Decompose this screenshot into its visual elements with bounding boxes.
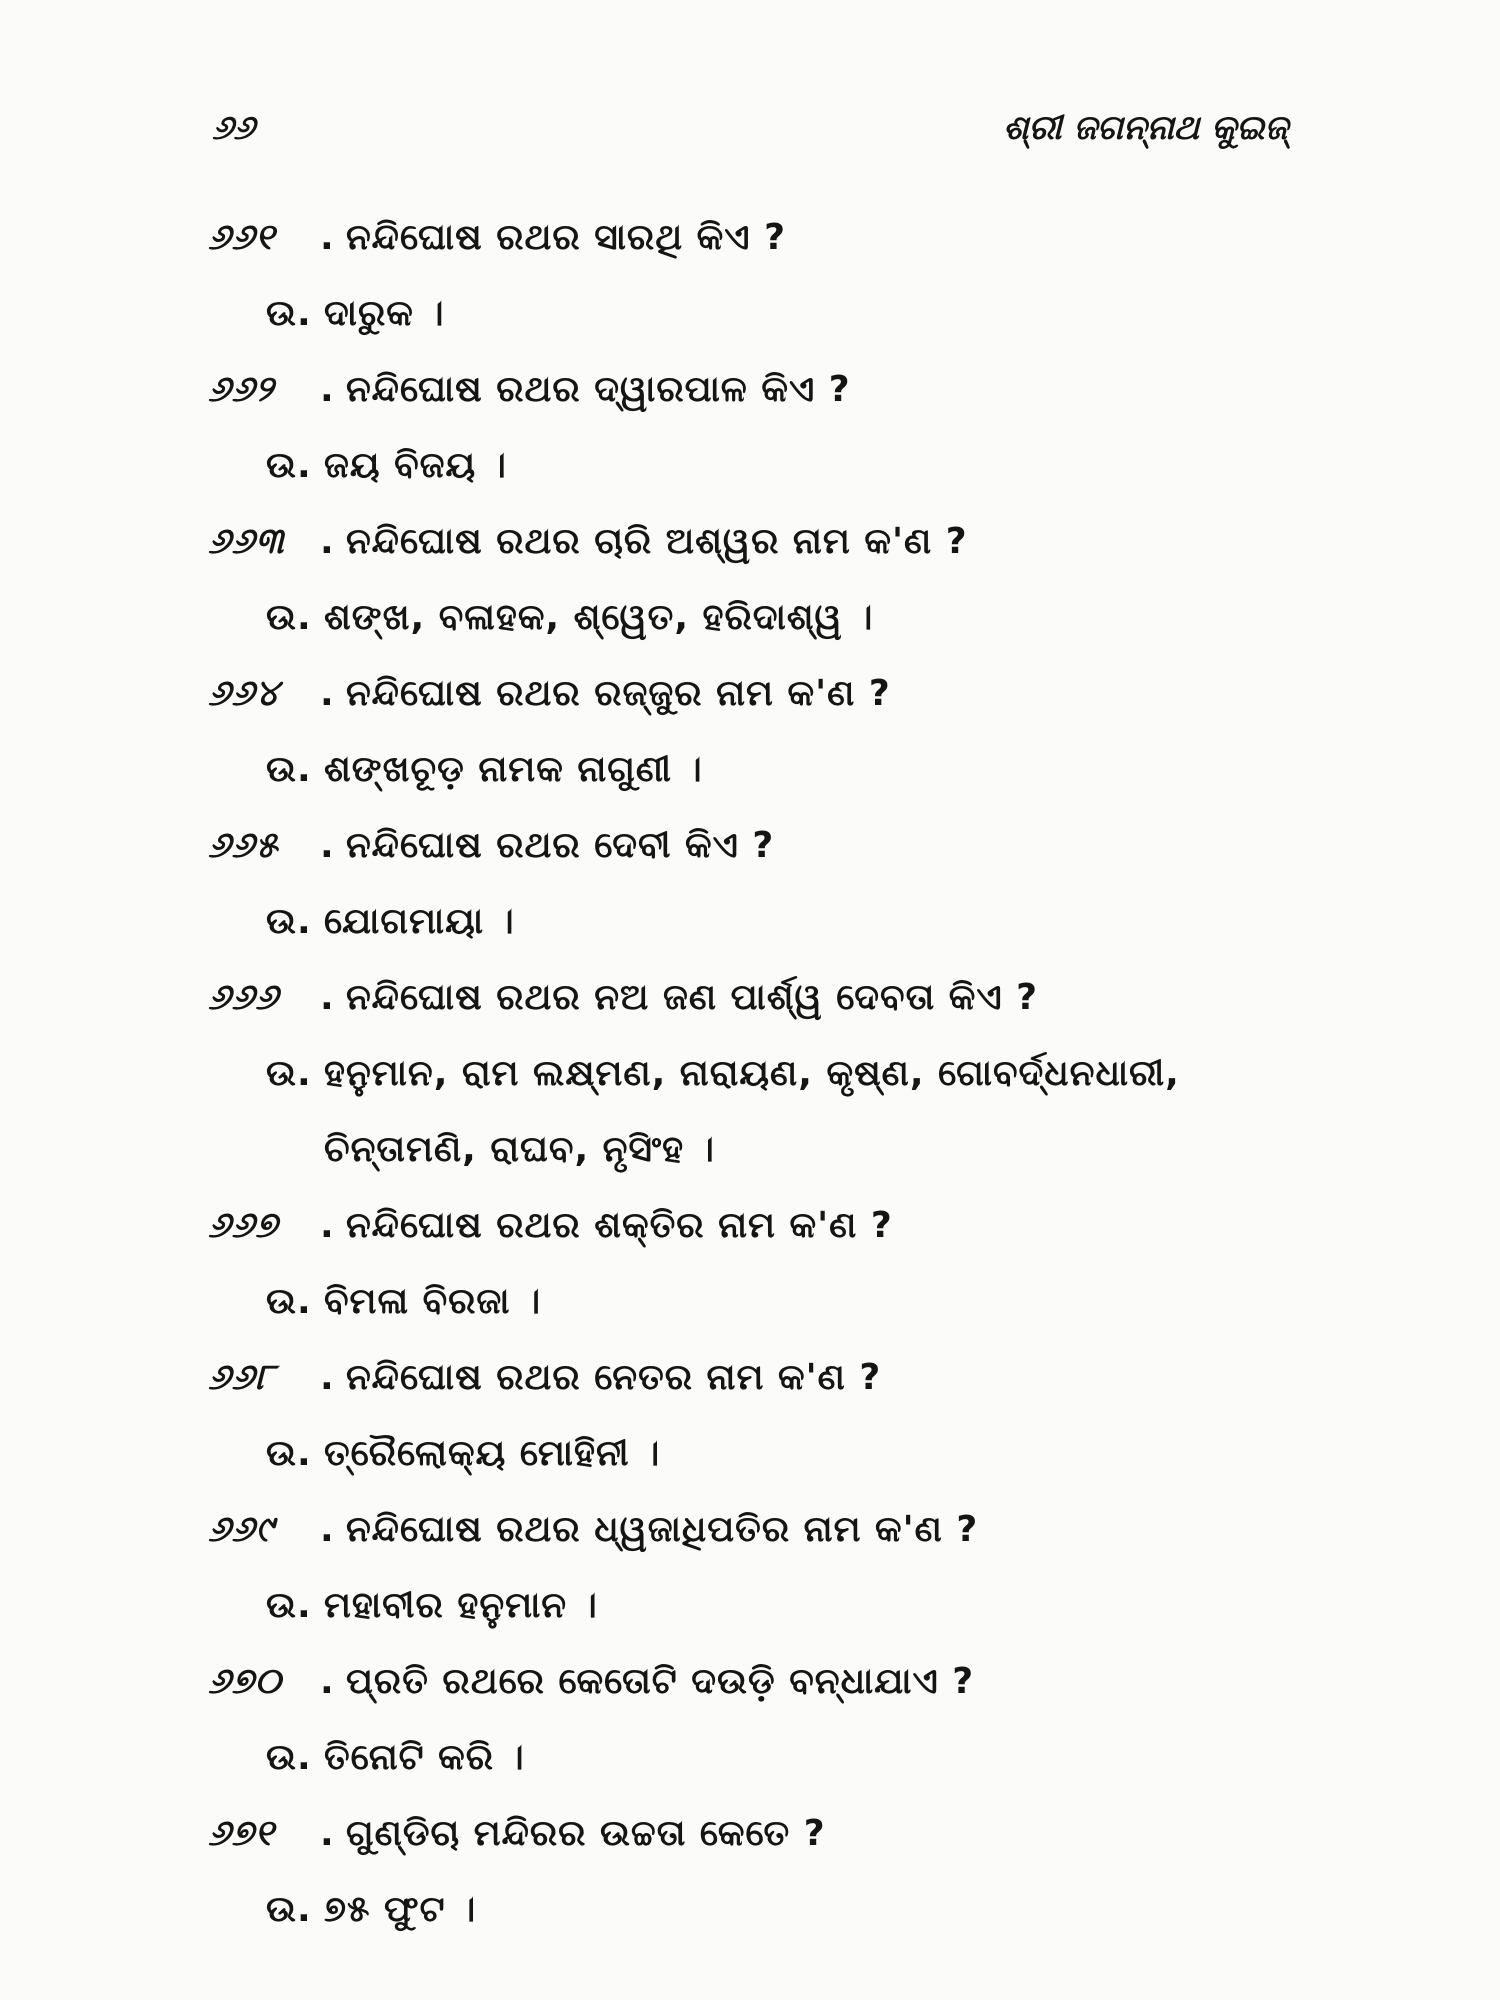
qa-item (208, 1644, 1308, 1796)
question: ୬୬୧ . ନନ୍ଦିଘୋଷ ରଥର ସାରଥି କିଏ ? (208, 200, 1308, 276)
qa-item (208, 960, 1308, 1188)
answer-text: ଜୟ ବିଜୟ । (324, 445, 507, 486)
answer-text: ଶଙ୍ଖ, ବଳାହକ, ଶ୍ୱେତ, ହରିଦାଶ୍ୱ । (324, 597, 874, 638)
answer-prefix: ଉ. (266, 749, 312, 790)
answer-prefix: ଉ. (266, 597, 312, 638)
answer (208, 1264, 1308, 1340)
answer (208, 580, 1308, 656)
qa-item (208, 1340, 1308, 1492)
qa-item (208, 352, 1308, 504)
question: ୬୬୪ . ନନ୍ଦିଘୋଷ ରଥର ରଜ୍ଜୁର ନାମ କ'ଣ ? (208, 656, 1308, 732)
page-number: ୬୬ (212, 108, 255, 148)
page-header (212, 108, 1288, 168)
question-text: ନନ୍ଦିଘୋଷ ରଥର ଦ୍ୱାରପାଳ କିଏ ? (346, 369, 851, 410)
answer-prefix: ଉ. (266, 1053, 312, 1094)
answer-text: ଶଙ୍ଖଚୂଡ଼ ନାମକ ନାଗୁଣୀ । (324, 749, 703, 790)
answer (208, 276, 1308, 352)
question-text: ନନ୍ଦିଘୋଷ ରଥର ଦେବୀ କିଏ ? (346, 825, 775, 866)
qa-item (208, 200, 1308, 352)
answer-prefix: ଉ. (266, 445, 312, 486)
qa-list (208, 200, 1308, 1948)
answer (208, 1568, 1308, 1644)
question: ୬୬୨ . ନନ୍ଦିଘୋଷ ରଥର ଦ୍ୱାରପାଳ କିଏ ? (208, 352, 1308, 428)
answer-prefix: ଉ. (266, 1433, 312, 1474)
question: ୬୬୭ . ନନ୍ଦିଘୋଷ ରଥର ଶକ୍ତିର ନାମ କ'ଣ ? (208, 1188, 1308, 1264)
answer (208, 732, 1308, 808)
qa-item (208, 504, 1308, 656)
question-number: ୬୭୦ (208, 1661, 282, 1702)
qa-item (208, 656, 1308, 808)
answer (208, 1720, 1308, 1796)
question: ୬୭୦ . ପ୍ରତି ରଥରେ କେତୋଟି ଦଉଡ଼ି ବନ୍ଧାଯାଏ ? (208, 1644, 1308, 1720)
answer-prefix: ଉ. (266, 1585, 312, 1626)
answer-text: ମହାବୀର ହନୁମାନ । (324, 1585, 598, 1626)
answer-text: ହନୁମାନ, ରାମ ଲକ୍ଷ୍ମଣ, ନାରାୟଣ, କୃଷ୍ଣ, ଗୋବର୍ଦ୍ଧନଧାରୀ, ଚିନ୍ତାମଣି, ରାଘବ, ନୃସିଂହ । (324, 1053, 1180, 1170)
question-text: ନନ୍ଦିଘୋଷ ରଥର ସାରଥି କିଏ ? (346, 217, 786, 258)
question: ୬୬୫ . ନନ୍ଦିଘୋଷ ରଥର ଦେବୀ କିଏ ? (208, 808, 1308, 884)
question-number: ୬୬୯ (208, 1509, 275, 1550)
answer-text: ଦାରୁକ । (324, 293, 445, 334)
question-text: ନନ୍ଦିଘୋଷ ରଥର ନେତର ନାମ କ'ଣ ? (346, 1357, 882, 1398)
answer (208, 1036, 1308, 1188)
question-number: ୬୭୧ (208, 1813, 275, 1854)
question-number: ୬୬୩ (208, 521, 285, 562)
qa-item (208, 1796, 1308, 1948)
answer (208, 884, 1308, 960)
question-number: ୬୬୮ (208, 1357, 276, 1398)
answer-prefix: ଉ. (266, 1737, 312, 1778)
answer-prefix: ଉ. (266, 1889, 312, 1930)
running-title: ଶ୍ରୀ ଜଗନ୍ନାଥ କୁଇଜ୍ (1003, 108, 1288, 148)
question-text: ନନ୍ଦିଘୋଷ ରଥର ଚାରି ଅଶ୍ୱର ନାମ କ'ଣ ? (346, 521, 968, 562)
question-number: ୬୬୪ (208, 673, 280, 714)
answer-text: ବିମଳା ବିରଜା । (324, 1281, 542, 1322)
question: ୬୬୩ . ନନ୍ଦିଘୋଷ ରଥର ଚାରି ଅଶ୍ୱର ନାମ କ'ଣ ? (208, 504, 1308, 580)
qa-item (208, 1492, 1308, 1644)
answer-prefix: ଉ. (266, 293, 312, 334)
answer (208, 428, 1308, 504)
answer-prefix: ଉ. (266, 901, 312, 942)
question-text: ନନ୍ଦିଘୋଷ ରଥର ଧ୍ୱଜାଧିପତିର ନାମ କ'ଣ ? (346, 1509, 979, 1550)
question-number: ୬୬୫ (208, 825, 279, 866)
question-number: ୬୬୭ (208, 1205, 279, 1246)
answer-text: ତିନୋଟି କରି । (324, 1737, 525, 1778)
question: ୬୬୬ . ନନ୍ଦିଘୋଷ ରଥର ନଅ ଜଣ ପାର୍ଶ୍ୱ ଦେବତା କିଏ ? (208, 960, 1308, 1036)
answer-text: ଯୋଗମାୟା । (324, 901, 515, 942)
question-number: ୬୬୧ (208, 217, 275, 258)
answer-text: ୭୫ ଫୁଟ । (324, 1889, 477, 1930)
question-number: ୬୬୨ (208, 369, 275, 410)
question: ୬୬୮ . ନନ୍ଦିଘୋଷ ରଥର ନେତର ନାମ କ'ଣ ? (208, 1340, 1308, 1416)
answer-text: ତ୍ରୈଲୋକ୍ୟ ମୋହିନୀ । (324, 1433, 661, 1474)
question: ୬୬୯ . ନନ୍ଦିଘୋଷ ରଥର ଧ୍ୱଜାଧିପତିର ନାମ କ'ଣ ? (208, 1492, 1308, 1568)
question: ୬୭୧ . ଗୁଣ୍ଡିଚା ମନ୍ଦିରର ଉଚ୍ଚତା କେତେ ? (208, 1796, 1308, 1872)
question-text: ନନ୍ଦିଘୋଷ ରଥର ରଜ୍ଜୁର ନାମ କ'ଣ ? (346, 673, 891, 714)
answer (208, 1872, 1308, 1948)
question-text: ନନ୍ଦିଘୋଷ ରଥର ଶକ୍ତିର ନାମ କ'ଣ ? (346, 1205, 893, 1246)
question-text: ନନ୍ଦିଘୋଷ ରଥର ନଅ ଜଣ ପାର୍ଶ୍ୱ ଦେବତା କିଏ ? (346, 977, 1039, 1018)
qa-item (208, 1188, 1308, 1340)
answer (208, 1416, 1308, 1492)
question-number: ୬୬୬ (208, 977, 279, 1018)
qa-item (208, 808, 1308, 960)
question-text: ଗୁଣ୍ଡିଚା ମନ୍ଦିରର ଉଚ୍ଚତା କେତେ ? (346, 1813, 826, 1854)
answer-prefix: ଉ. (266, 1281, 312, 1322)
question-text: ପ୍ରତି ରଥରେ କେତୋଟି ଦଉଡ଼ି ବନ୍ଧାଯାଏ ? (346, 1661, 975, 1702)
